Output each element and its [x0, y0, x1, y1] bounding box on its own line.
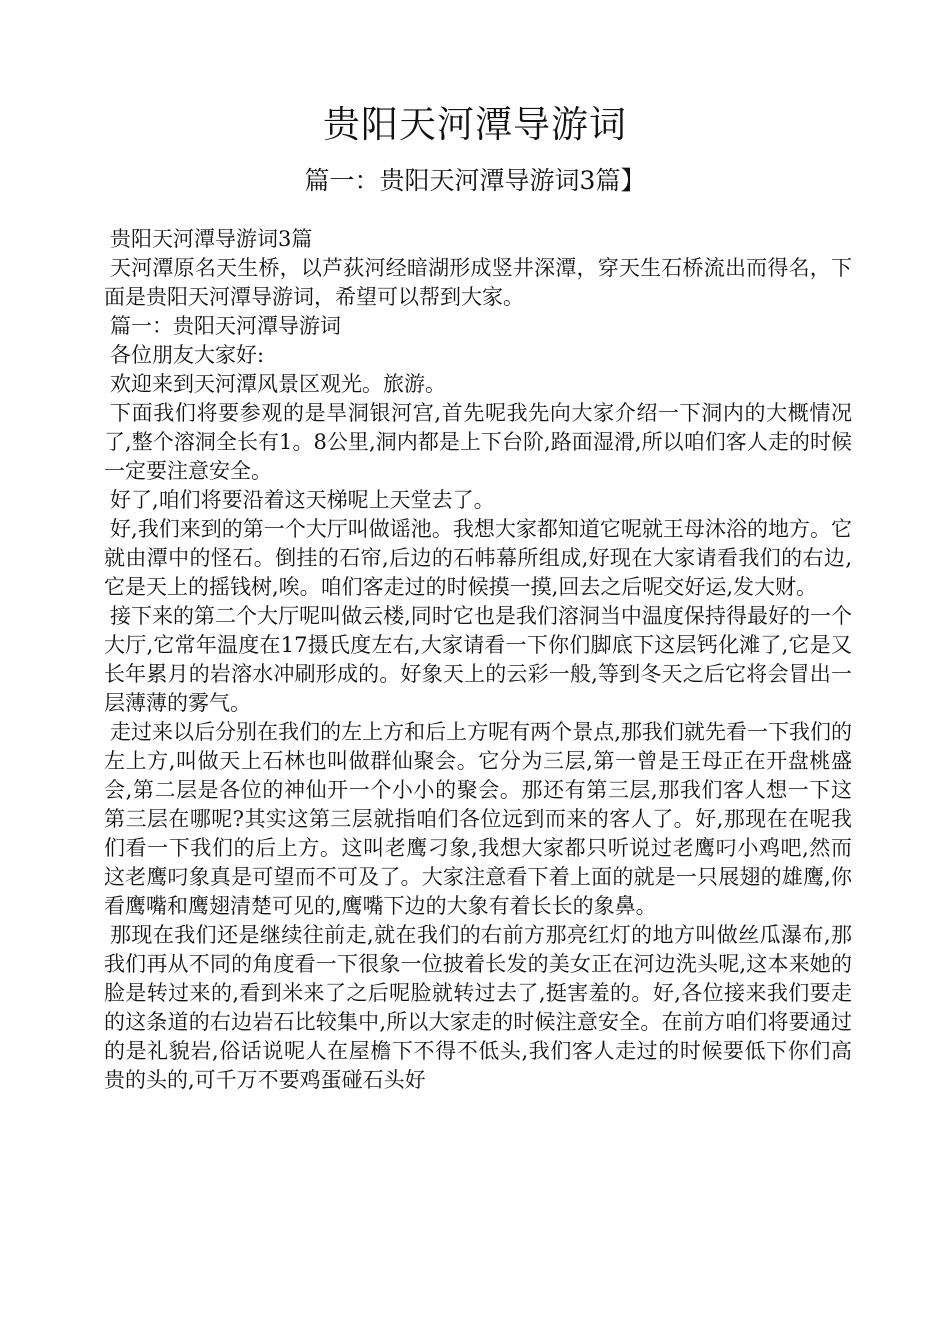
paragraph-welcome: 欢迎来到天河潭风景区观光。旅游。: [110, 372, 446, 396]
document-subtitle: 篇一：贵阳天河潭导游词3篇】: [304, 166, 646, 195]
paragraph-section-title: 篇一：贵阳天河潭导游词: [110, 314, 341, 338]
paragraph-cave-overview: 下面我们将要参观的是旱洞银河宫,首先呢我先向大家介绍一下洞内的大概情况了,整个溶洞全长有1。8公里,洞内都是上下台阶,路面湿滑,所以咱们客人走的时候一定要注意安全。: [104, 401, 852, 483]
paragraph-greeting: 各位朋友大家好:: [110, 343, 265, 367]
paragraph-heading: 贵阳天河潭导游词3篇: [110, 227, 313, 251]
paragraph-intro: 天河潭原名天生桥，以芦荻河经暗湖形成竖井深潭，穿天生石桥流出而得名，下面是贵阳天河潭导游词，希望可以帮到大家。: [104, 256, 852, 309]
document-title: 贵阳天河潭导游词: [323, 103, 627, 146]
paragraph-first-hall: 好,我们来到的第一个大厅叫做谣池。我想大家都知道它呢就王母沐浴的地方。它就由潭中的怪石。倒挂的石帘,后边的石帏幕所组成,好现在大家请看我们的右边,它是天上的摇钱树,唉。咱们客走过的时候摸一摸,回去之后呢交好运,发大财。: [104, 517, 852, 599]
paragraph-second-hall: 接下来的第二个大厅呢叫做云楼,同时它也是我们溶洞当中温度保持得最好的一个大厅,它常年温度在17摄氏度左右,大家请看一下你们脚底下这层钙化滩了,它是又长年累月的岩溶水冲刷形成的。好象天上的云彩一般,等到冬天之后它将会冒出一层薄薄的雾气。: [104, 604, 852, 715]
paragraph-stairway: 好了,咱们将要沿着这天梯呢上天堂去了。: [110, 488, 495, 512]
paragraph-waterfall: 那现在我们还是继续往前走,就在我们的右前方那亮红灯的地方叫做丝瓜瀑布,那我们再从不同的角度看一下很象一位披着长发的美女正在河边洗头呢,这本来她的脸是转过来的,看到米来了之后呢脸就转过去了,挺害羞的。好,各位接来我们要走的这条道的右边岩石比较集中,所以大家走的时候注意安全。在前方咱们将要通过的是礼貌岩,俗话说呢人在屋檐下不得不低头,我们客人走过的时候要低下你们高贵的头的,可千万不要鸡蛋碰石头好: [104, 923, 852, 1092]
document-body: [104, 225, 852, 1095]
paragraph-stone-forest: 走过来以后分别在我们的左上方和后上方呢有两个景点,那我们就先看一下我们的左上方,叫做天上石林也叫做群仙聚会。它分为三层,第一曾是王母正在开盘桃盛会,第二层是各位的神仙开一个小小的聚会。那还有第三层,那我们客人想一下这第三层在哪呢?其实这第三层就指咱们各位远到而来的客人了。好,那现在在呢我们看一下我们的后上方。这叫老鹰刁象,我想大家都只听说过老鹰叼小鸡吧,然而这老鹰叼象真是可望而不可及了。大家注意看下着上面的就是一只展翅的雄鹰,你看鹰嘴和鹰翅清楚可见的,鹰嘴下边的大象有着长长的象鼻。: [104, 720, 852, 918]
